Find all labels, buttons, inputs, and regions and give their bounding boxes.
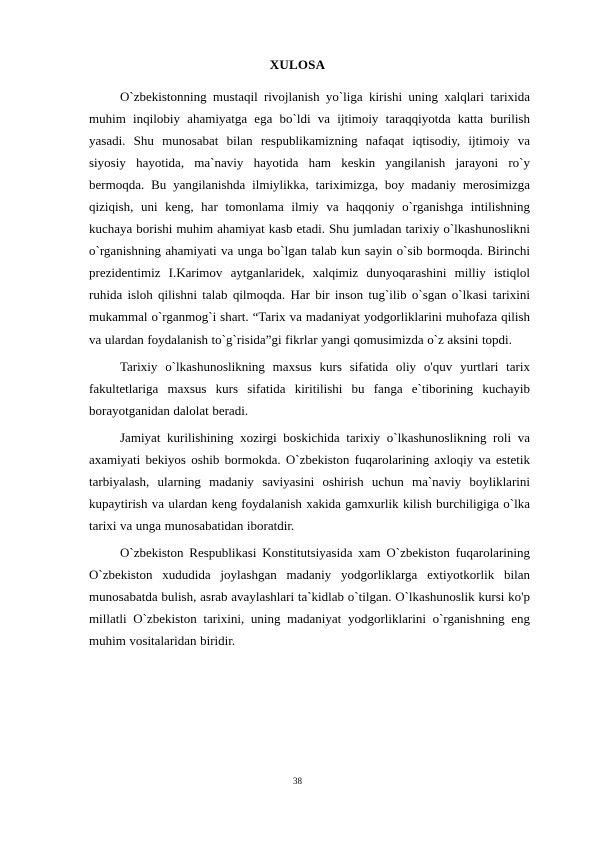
paragraph-1: O`zbekistonning mustaqil rivojlanish yo`liga kirishi uning xalqlari tarixida muhim inqilobiy ahamiyatga ega bo`ldi va ijtimoiy taraqqiyotda katta burilish yasadi. Shu munosabat bilan respublikamizning nafaqat iqtisodiy, ijtimoiy va siyosiy hayotida, ma`naviy hayotida ham keskin yangilanish jarayoni ro`y bermoqda. Bu yangilanishda ilmiylikka, tariximizga, boy madaniy merosimizga qiziqish, uni keng, har tomonlama ilmiy va haqqoniy o`rganishga intilishning kuchaya borishi muhim ahamiyat kasb etadi. Shu jumladan tarixiy o`lkashunoslikni o`rganishning ahamiyati va unga bo`lgan talab kun sayin o`sib bormoqda. Birinchi prezidentimiz I.Karimov aytganlaridek, xalqimiz dunyoqarashini milliy istiqlol ruhida isloh qilishni talab qilmoqda. Har bir inson tug`ilib o`sgan o`lkasi tarixini mukammal o`rganmog`i shart. “Tarix va madaniyat yodgorliklarini muhofaza qilish va ulardan foydalanish to`g`risida”gi fikrlar yangi qomusimizda o`z aksini topdi.	[89, 89, 530, 347]
paragraph-4: O`zbekiston Respublikasi Konstitutsiyasida xam O`zbekiston fuqarolarining O`zbekiston xududida joylashgan madaniy yodgorliklarga extiyotkorlik bilan munosabatda bulish, asrab avaylashlari ta`kidlab o`tilgan. O`lkashunoslik kursi ko'p millatli O`zbekiston tarixini, uning madaniyat yodgorliklarini o`rganishning eng muhim vositalaridan biridir.	[89, 544, 530, 649]
page-title: XULOSA	[269, 57, 326, 72]
paragraph-2: Tarixiy o`lkashunoslikning maxsus kurs sifatida oliy o'quv yurtlari tarix fakultetlariga maxsus kurs sifatida kiritilishi bu fanga e`tiborining kuchayib borayotganidan dalolat beradi.	[89, 358, 530, 418]
document-body	[89, 86, 530, 657]
page-number: 38	[293, 776, 302, 786]
paragraph-3: Jamiyat kurilishining xozirgi boskichida tarixiy o`lkashunoslikning roli va axamiyati bekiyos oshib bormokda. O`zbekiston fuqarolarining axloqiy va estetik tarbiyalash, ularning madaniy saviyasini oshirish uchun ma`naviy boyliklarini kupaytirish va ulardan keng foydalanish xakida gamxurlik kilish burchiligiga o`lka tarixi va unga munosabatidan iboratdir.	[89, 429, 530, 533]
